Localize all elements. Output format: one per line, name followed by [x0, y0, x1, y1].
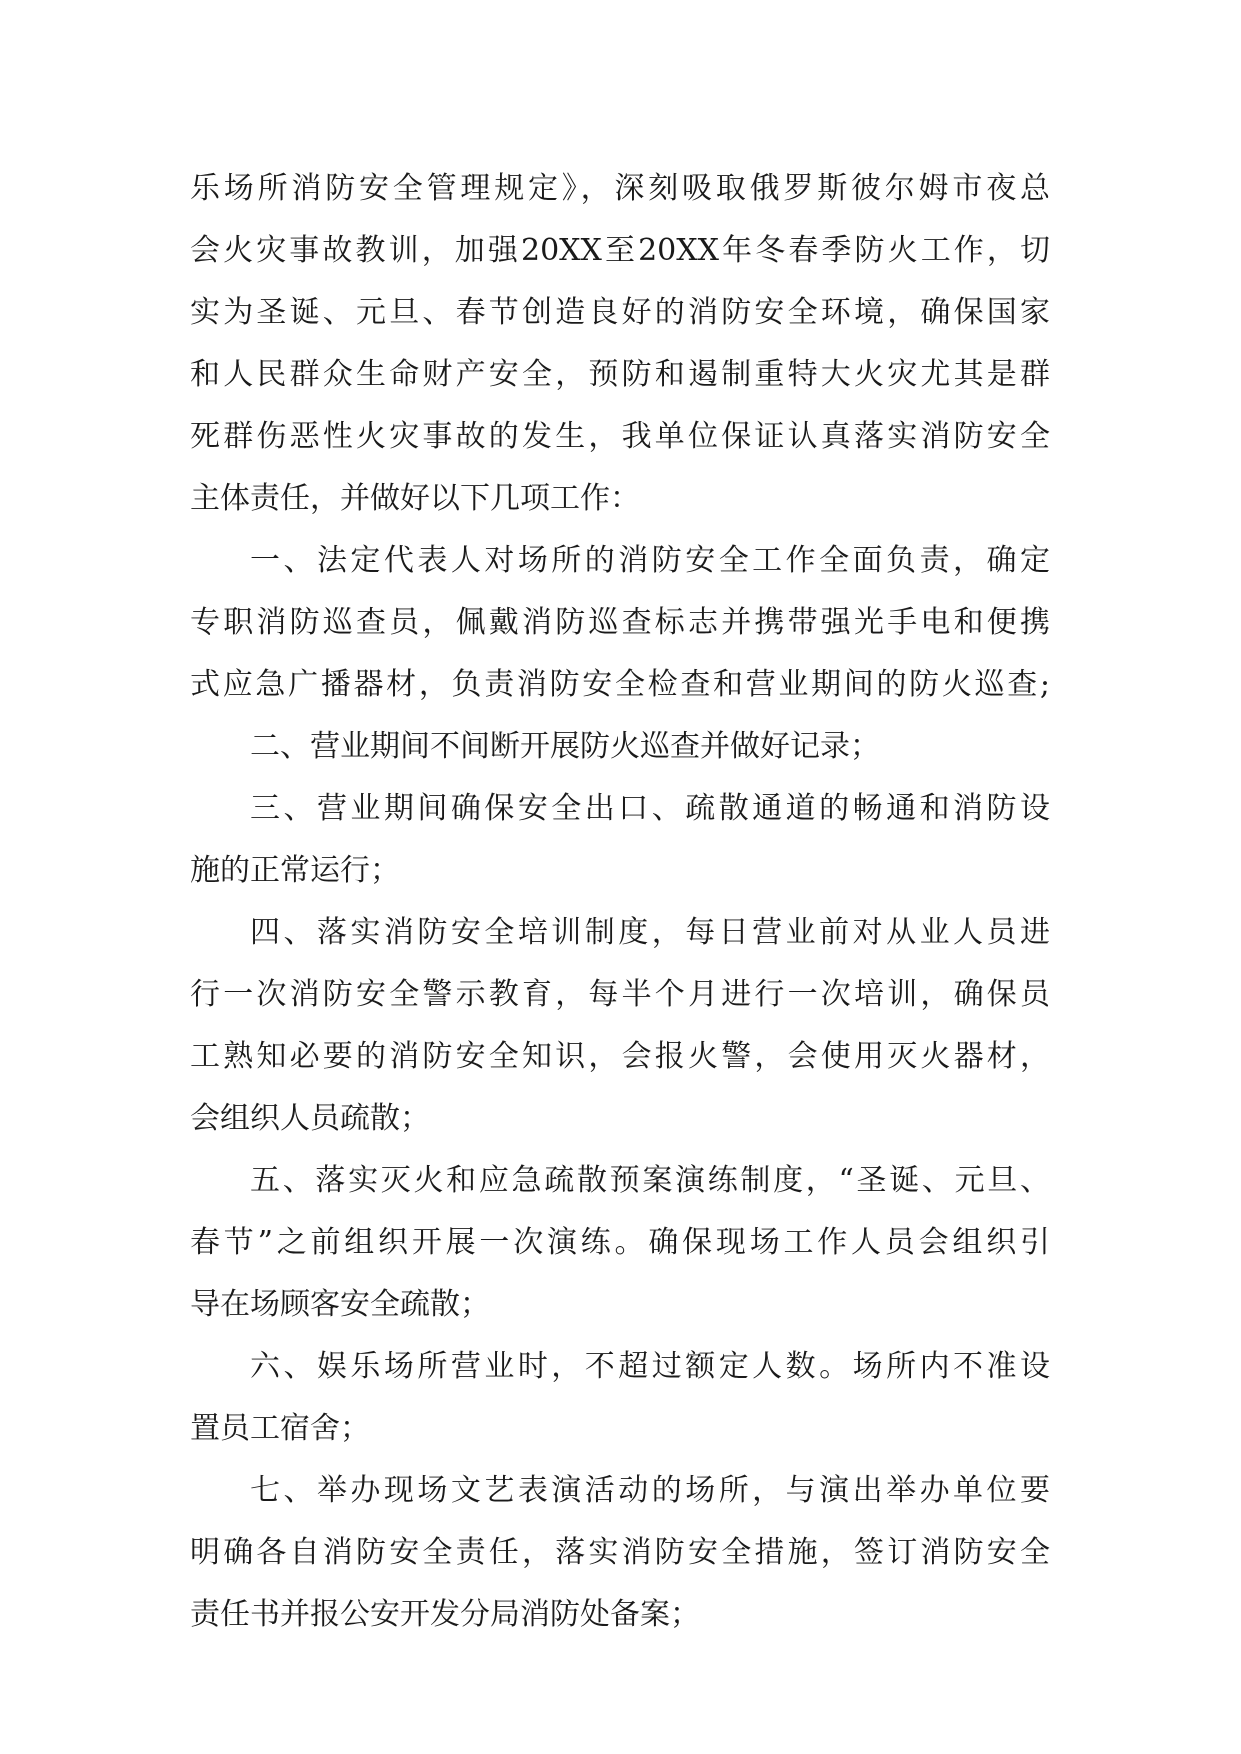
text-line: 会火灾事故教训，加强20XX至20XX年冬春季防火工作，切 [190, 233, 1050, 268]
text-line: 死群伤恶性火灾事故的发生，我单位保证认真落实消防安全 [190, 419, 1050, 454]
paragraph-item-5-line: 五、落实灭火和应急疏散预案演练制度，“圣诞、元旦、 [250, 1163, 1050, 1198]
text-line: 乐场所消防安全管理规定》，深刻吸取俄罗斯彼尔姆市夜总 [190, 171, 1050, 206]
paragraph-item-6-line: 六、娱乐场所营业时，不超过额定人数。场所内不准设 [250, 1349, 1050, 1384]
text-line: 导在场顾客安全疏散； [190, 1287, 490, 1322]
paragraph-item-1-line: 一、法定代表人对场所的消防安全工作全面负责，确定 [250, 543, 1050, 578]
paragraph-item-7-line: 七、举办现场文艺表演活动的场所，与演出举办单位要 [250, 1473, 1050, 1508]
text-line: 和人民群众生命财产安全，预防和遏制重特大火灾尤其是群 [190, 357, 1050, 392]
text-line: 施的正常运行； [190, 853, 400, 888]
text-line: 专职消防巡查员，佩戴消防巡查标志并携带强光手电和便携 [190, 605, 1050, 640]
text-line: 式应急广播器材，负责消防安全检查和营业期间的防火巡查; [190, 667, 1050, 702]
document-body [190, 158, 1050, 1646]
text-line: 明确各自消防安全责任，落实消防安全措施，签订消防安全 [190, 1535, 1050, 1570]
text-line: 工熟知必要的消防安全知识，会报火警，会使用灭火器材， [190, 1039, 1050, 1074]
text-line: 责任书并报公安开发分局消防处备案； [190, 1597, 700, 1632]
text-line: 主体责任，并做好以下几项工作： [190, 481, 640, 516]
text-line: 置员工宿舍； [190, 1411, 370, 1446]
paragraph-item-3-line: 三、营业期间确保安全出口、疏散通道的畅通和消防设 [250, 791, 1050, 826]
text-line: 会组织人员疏散； [190, 1101, 430, 1136]
paragraph-item-4-line: 四、落实消防安全培训制度，每日营业前对从业人员进 [250, 915, 1050, 950]
text-line: 春节”之前组织开展一次演练。确保现场工作人员会组织引 [190, 1225, 1050, 1260]
text-line: 行一次消防安全警示教育，每半个月进行一次培训，确保员 [190, 977, 1050, 1012]
text-line: 实为圣诞、元旦、春节创造良好的消防安全环境，确保国家 [190, 295, 1050, 330]
paragraph-item-2-line: 二、营业期间不间断开展防火巡查并做好记录； [250, 729, 880, 764]
